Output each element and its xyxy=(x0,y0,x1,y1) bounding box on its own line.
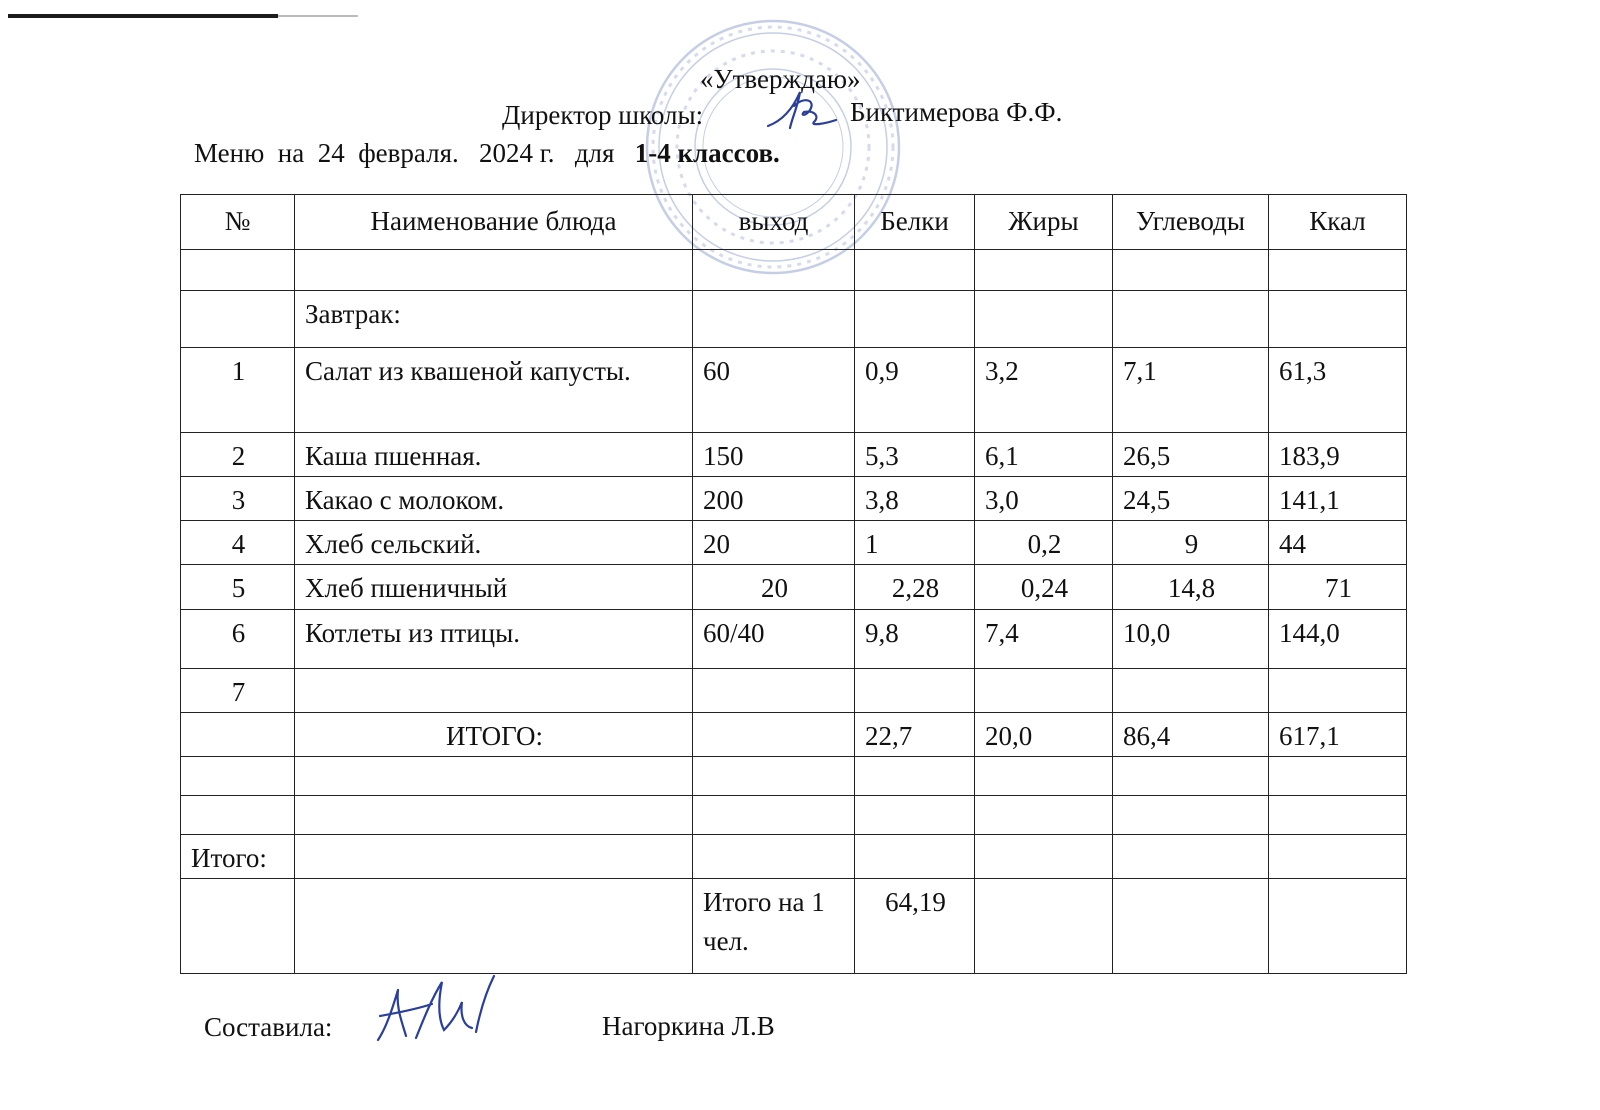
scan-edge-mark-fade xyxy=(278,15,358,17)
dish-output xyxy=(693,668,855,712)
table-row xyxy=(181,348,1407,433)
table-row-blank xyxy=(181,756,1407,795)
dish-carbs: 10,0 xyxy=(1113,609,1269,668)
row-num: 5 xyxy=(181,565,295,609)
composer-name: Нагоркина Л.В xyxy=(602,1011,775,1041)
dish-kcal: 44 xyxy=(1269,521,1407,565)
dish-protein: 9,8 xyxy=(855,609,975,668)
dish-kcal: 141,1 xyxy=(1269,477,1407,521)
director-label: Директор школы: xyxy=(502,100,704,130)
table-row-total xyxy=(181,712,1407,756)
dish-output: 20 xyxy=(693,565,855,609)
menu-date: Меню на 24 февраля. xyxy=(194,138,459,168)
breakfast-label: Завтрак: xyxy=(295,291,693,348)
dish-fat: 7,4 xyxy=(975,609,1113,668)
total-carbs: 86,4 xyxy=(1113,712,1269,756)
director-signature xyxy=(764,86,844,134)
table-row xyxy=(181,477,1407,521)
row-num: 3 xyxy=(181,477,295,521)
menu-year: 2024 г. xyxy=(479,138,555,168)
dish-carbs xyxy=(1113,668,1269,712)
menu-table xyxy=(180,194,1407,974)
dish-fat: 0,24 xyxy=(975,565,1113,609)
table-row xyxy=(181,565,1407,609)
row-num: 2 xyxy=(181,433,295,477)
dish-fat: 6,1 xyxy=(975,433,1113,477)
table-row-blank xyxy=(181,795,1407,834)
dish-carbs: 26,5 xyxy=(1113,433,1269,477)
table-row-breakfast xyxy=(181,291,1407,348)
per-person-label: Итого на 1 чел. xyxy=(693,878,855,973)
dish-name: Хлеб сельский. xyxy=(295,521,693,565)
total-label: ИТОГО: xyxy=(295,712,693,756)
dish-kcal xyxy=(1269,668,1407,712)
dish-carbs: 7,1 xyxy=(1113,348,1269,433)
itogo-label: Итого: xyxy=(181,834,295,878)
table-row xyxy=(181,609,1407,668)
dish-name: Какао с молоком. xyxy=(295,477,693,521)
dish-name: Котлеты из птицы. xyxy=(295,609,693,668)
dish-fat: 3,0 xyxy=(975,477,1113,521)
dish-output: 20 xyxy=(693,521,855,565)
menu-title xyxy=(194,138,780,169)
dish-fat xyxy=(975,668,1113,712)
dish-protein: 0,9 xyxy=(855,348,975,433)
total-protein: 22,7 xyxy=(855,712,975,756)
dish-output: 60/40 xyxy=(693,609,855,668)
col-header-carbs: Углеводы xyxy=(1113,195,1269,250)
dish-kcal: 183,9 xyxy=(1269,433,1407,477)
dish-name: Хлеб пшеничный xyxy=(295,565,693,609)
dish-name xyxy=(295,668,693,712)
dish-fat: 0,2 xyxy=(975,521,1113,565)
col-header-fat: Жиры xyxy=(975,195,1113,250)
menu-for: для xyxy=(574,138,615,168)
dish-name: Салат из квашеной капусты. xyxy=(295,348,693,433)
table-row-blank xyxy=(181,250,1407,291)
col-header-output: выход xyxy=(693,195,855,250)
dish-output: 200 xyxy=(693,477,855,521)
dish-protein: 2,28 xyxy=(855,565,975,609)
dish-carbs: 14,8 xyxy=(1113,565,1269,609)
dish-output: 60 xyxy=(693,348,855,433)
table-row-per-person xyxy=(181,878,1407,973)
table-header-row xyxy=(181,195,1407,250)
composer-label: Составила: xyxy=(204,1012,333,1042)
dish-carbs: 24,5 xyxy=(1113,477,1269,521)
col-header-num: № xyxy=(181,195,295,250)
menu-classes: 1-4 классов. xyxy=(634,138,780,168)
row-num: 7 xyxy=(181,668,295,712)
col-header-protein: Белки xyxy=(855,195,975,250)
total-kcal: 617,1 xyxy=(1269,712,1407,756)
table-row xyxy=(181,521,1407,565)
row-num: 4 xyxy=(181,521,295,565)
dish-protein: 5,3 xyxy=(855,433,975,477)
approve-heading: «Утверждаю» xyxy=(700,64,861,94)
dish-output: 150 xyxy=(693,433,855,477)
dish-name: Каша пшенная. xyxy=(295,433,693,477)
table-row xyxy=(181,668,1407,712)
dish-fat: 3,2 xyxy=(975,348,1113,433)
total-fat: 20,0 xyxy=(975,712,1113,756)
table-row xyxy=(181,433,1407,477)
dish-kcal: 61,3 xyxy=(1269,348,1407,433)
per-person-value: 64,19 xyxy=(855,878,975,973)
dish-protein: 3,8 xyxy=(855,477,975,521)
dish-protein: 1 xyxy=(855,521,975,565)
col-header-name: Наименование блюда xyxy=(295,195,693,250)
director-name: Биктимерова Ф.Ф. xyxy=(850,97,1063,127)
row-num: 1 xyxy=(181,348,295,433)
dish-kcal: 144,0 xyxy=(1269,609,1407,668)
dish-protein xyxy=(855,668,975,712)
row-num: 6 xyxy=(181,609,295,668)
dish-kcal: 71 xyxy=(1269,565,1407,609)
col-header-kcal: Ккал xyxy=(1269,195,1407,250)
scan-edge-mark xyxy=(8,14,278,18)
composer-signature xyxy=(372,968,502,1048)
dish-carbs: 9 xyxy=(1113,521,1269,565)
table-row-itogo xyxy=(181,834,1407,878)
